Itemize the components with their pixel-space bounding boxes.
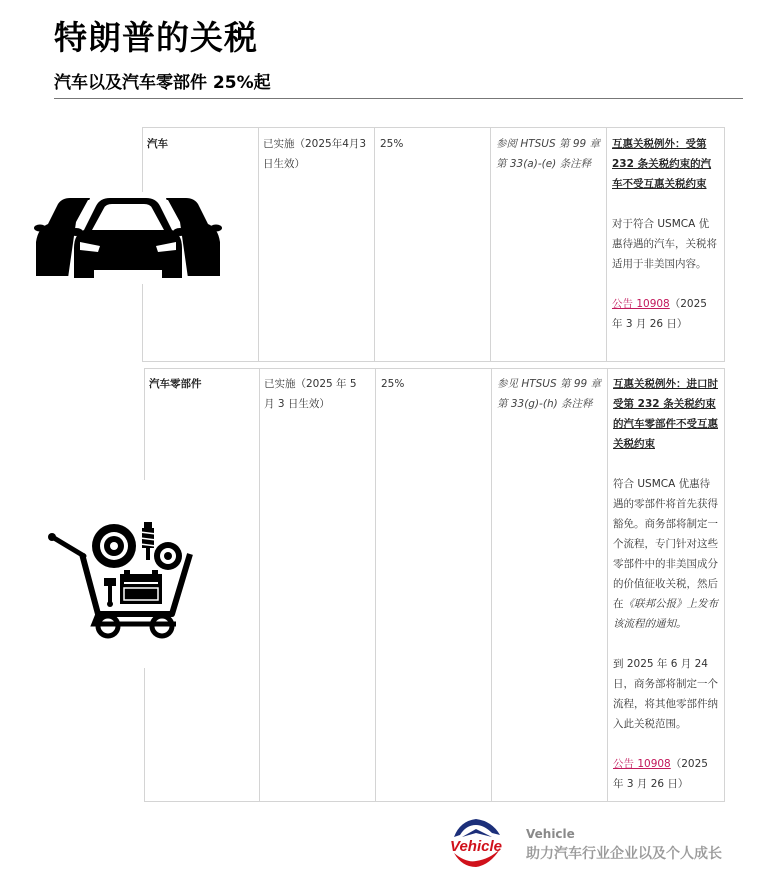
- table-cell-status: 已实施（2025 年 5 月 3 日生效）: [264, 378, 357, 410]
- header-divider: [54, 98, 743, 99]
- auto-parts-cart-icon: [46, 480, 194, 668]
- table-border: [724, 127, 725, 362]
- table-border: [724, 368, 725, 802]
- table-cell-reference: 参见 HTSUS 第 99 章第 33(g)-(h) 条注释: [497, 378, 602, 410]
- table-border: [144, 368, 725, 369]
- page-title: 特朗普的关税: [54, 18, 258, 57]
- table-border: [491, 368, 492, 802]
- table-cell-item: 汽车零部件: [149, 378, 202, 390]
- table-border: [607, 368, 608, 802]
- table-border: [259, 368, 260, 802]
- announcement: [612, 294, 718, 334]
- announcement-date: （2025 年 3 月 26 日）: [613, 758, 708, 790]
- note-body-2: 到 2025 年 6 月 24 日，商务部将制定一个流程，将其他零部件纳入此关税范围。: [613, 658, 718, 730]
- table-cell-rate: 25%: [380, 138, 404, 150]
- note-body: [613, 474, 719, 634]
- table-border: [142, 361, 725, 362]
- table-cell-reference: 参阅 HTSUS 第 99 章第 33(a)-(e) 条注释: [496, 138, 601, 170]
- table-cell-status: 已实施（2025年4月3日生效）: [263, 138, 367, 170]
- table-border: [606, 127, 607, 362]
- cars-icon: [30, 192, 226, 284]
- note-heading: 互惠关税例外：进口时受第 232 条关税约束的汽车零部件不受互惠关税约束: [613, 378, 718, 450]
- note-body-italic: 《联邦公报》上发布该流程的通知。: [613, 598, 718, 630]
- note-body: 对于符合 USMCA 优惠待遇的汽车，关税将适用于非美国内容。: [612, 218, 717, 270]
- table-cell-note: [612, 134, 718, 334]
- table-border: [258, 127, 259, 362]
- table-border: [490, 127, 491, 362]
- page-subtitle: 汽车以及汽车零部件 25%起: [54, 73, 271, 93]
- table-border: [144, 801, 725, 802]
- table-border: [142, 127, 725, 128]
- announcement-date: （2025 年 3 月 26 日）: [612, 298, 707, 330]
- table-cell-note: [613, 374, 719, 794]
- announcement-link[interactable]: 公告 10908: [612, 298, 670, 310]
- table-cell-item: 汽车: [147, 138, 168, 150]
- footer-brand: Vehicle: [526, 827, 575, 841]
- announcement-link[interactable]: 公告 10908: [613, 758, 671, 770]
- table-cell-rate: 25%: [381, 378, 405, 390]
- table-border: [374, 127, 375, 362]
- announcement: [613, 754, 719, 794]
- note-body-text: 符合 USMCA 优惠待遇的零部件将首先获得豁免。商务部将制定一个流程，专门针对这些零部件中的非美国成分的价值征收关税，然后在: [613, 478, 718, 610]
- vehicle-logo-icon: [446, 815, 506, 869]
- table-border: [375, 368, 376, 802]
- logo-text: Vehicle: [450, 838, 502, 855]
- footer-tagline: 助力汽车行业企业以及个人成长: [526, 846, 722, 862]
- note-heading: 互惠关税例外：受第 232 条关税约束的汽车不受互惠关税约束: [612, 138, 712, 190]
